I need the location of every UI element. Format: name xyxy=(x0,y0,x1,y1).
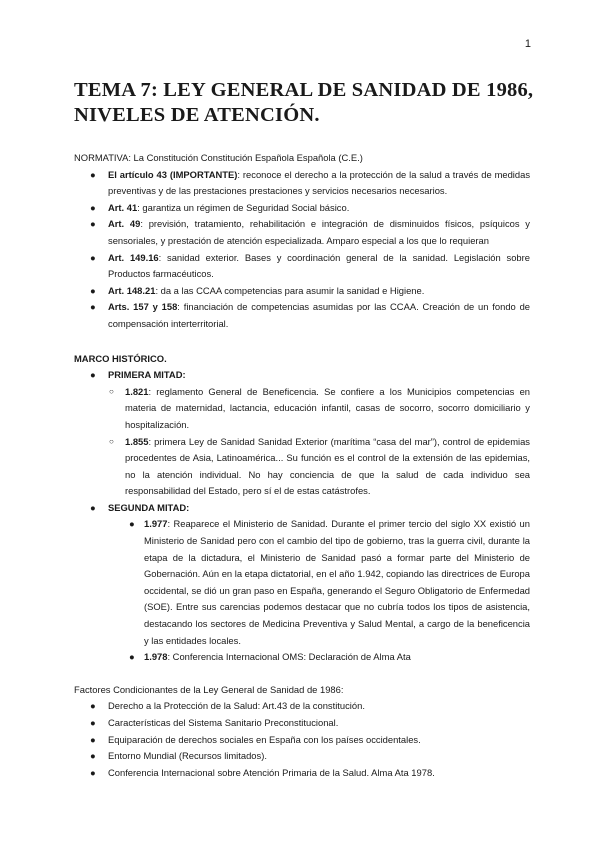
list-item xyxy=(74,434,530,500)
list-item xyxy=(74,283,530,300)
list-item xyxy=(74,516,530,649)
marco-list-2 xyxy=(74,500,530,517)
normativa-list xyxy=(74,167,530,333)
list-item xyxy=(74,200,530,217)
item-text: : garantiza un régimen de Seguridad Social básico. xyxy=(137,201,350,213)
item-label: Arts. 157 y 158 xyxy=(108,301,178,313)
primera-mitad-item xyxy=(74,367,530,384)
bullet-icon: ● xyxy=(90,251,96,263)
list-item xyxy=(74,167,530,200)
normativa-heading: NORMATIVA: La Constitución Constitución Española Española (C.E.) xyxy=(74,152,363,163)
item-text: : da a las CCAA competencias para asumir la sanidad e Higiene. xyxy=(155,284,425,296)
item-label: Art. 41 xyxy=(108,201,138,213)
list-item xyxy=(74,715,530,732)
bullet-icon: ● xyxy=(90,766,96,778)
item-label: Art. 149.16 xyxy=(108,251,159,263)
title-line-2: NIVELES DE ATENCIÓN. xyxy=(74,104,320,126)
circle-bullet-icon: ○ xyxy=(109,386,114,396)
page-title xyxy=(74,78,534,128)
item-label: Art. 49 xyxy=(108,218,141,230)
item-label: 1.821 xyxy=(125,385,149,397)
list-item xyxy=(74,765,530,782)
segunda-mitad-list xyxy=(74,516,530,665)
list-item xyxy=(74,250,530,283)
item-text: Equiparación de derechos sociales en España con los países occidentales. xyxy=(108,733,421,745)
bullet-icon: ● xyxy=(129,651,135,663)
marco-list xyxy=(74,367,530,384)
bullet-icon: ● xyxy=(90,301,96,313)
bullet-icon: ● xyxy=(90,201,96,213)
primera-mitad-label: PRIMERA MITAD: xyxy=(108,369,186,381)
list-item xyxy=(74,649,530,666)
list-item xyxy=(74,384,530,434)
item-text: Características del Sistema Sanitario Preconstitucional. xyxy=(108,717,339,728)
primera-mitad-list xyxy=(74,384,530,500)
item-label: Art. 148.21 xyxy=(108,284,156,296)
document-body xyxy=(74,150,530,781)
item-text: : reconoce el derecho a la protección de la salud a través de medidas preventivas y de las prestaciones prestaciones y servicios necesarios necesarios. xyxy=(108,168,531,197)
list-item xyxy=(74,732,530,749)
list-item xyxy=(74,216,530,249)
list-item xyxy=(74,748,530,765)
item-text: Conferencia Internacional sobre Atención Primaria de la Salud. Alma Ata 1978. xyxy=(108,766,435,778)
page-number: 1 xyxy=(524,38,531,50)
item-label: 1.977 xyxy=(144,518,168,530)
item-label: El artículo 43 xyxy=(108,168,167,180)
item-text: : Conferencia Internacional OMS: Declaración de Alma Ata xyxy=(167,651,411,663)
circle-bullet-icon: ○ xyxy=(109,436,114,446)
item-text: Entorno Mundial (Recursos limitados). xyxy=(108,750,267,762)
bullet-icon: ● xyxy=(90,501,96,513)
list-item xyxy=(74,698,530,715)
bullet-icon: ● xyxy=(90,700,96,712)
bullet-icon: ● xyxy=(90,733,96,745)
bullet-icon: ● xyxy=(90,168,96,180)
item-text: : primera Ley de Sanidad Sanidad Exterior (marítima “casa del mar”), control de epidemias procedentes de Asia, Latinoamérica... Su función es el control de la extensión de las epidemias, no la atención individual. No hay conciencia de que la salud de cada individuo sea responsabilidad del Estado, pero sí el de estas catástrofes. xyxy=(125,435,530,497)
bullet-icon: ● xyxy=(90,218,96,230)
item-extra: (IMPORTANTE) xyxy=(169,168,238,180)
item-text: : reglamento General de Beneficencia. Se confiere a los Municipios competencias en materia de maternidad, lactancia, educación infantil, casas de socorro, socorro domiciliario y hospitalización. xyxy=(125,385,530,430)
item-label: 1.855 xyxy=(125,435,149,447)
item-text: : Reaparece el Ministerio de Sanidad. Durante el primer tercio del siglo XX existió un Ministerio de Sanidad pero con el cambio del tipo de gobierno, tras la guerra civil, durante la etapa de la dictadura, el Ministerio de Sanidad pasó a formar parte del Ministerio de Gobernación. Aún en la etapa dictatorial, en el año 1.942, copiando las directrices de Europa occidental, se dió un gran paso en España, generando el Seguro Obligatorio de Enfermedad (SOE). Entre sus carencias podemos destacar que no cubría todos los tipos de asistencia, destacando los sectores de Medicina Preventiva y Salud Mental, a cargo de la beneficencia y las entidades locales. xyxy=(144,518,530,646)
list-item xyxy=(74,299,530,332)
bullet-icon: ● xyxy=(90,750,96,762)
segunda-mitad-item xyxy=(74,500,530,517)
marco-heading: MARCO HISTÓRICO. xyxy=(74,352,167,364)
bullet-icon: ● xyxy=(90,284,96,296)
factores-list xyxy=(74,698,530,781)
bullet-icon: ● xyxy=(90,717,96,728)
item-text: : previsión, tratamiento, rehabilitación e integración de disminuidos físicos, psíquicos y sensoriales, y prestación de atención especializada. Amparo especial a los que lo requieran xyxy=(108,218,530,246)
bullet-icon: ● xyxy=(129,518,135,530)
segunda-mitad-label: SEGUNDA MITAD: xyxy=(108,501,190,513)
item-text: Derecho a la Protección de la Salud: Art.43 de la constitución. xyxy=(108,700,365,712)
item-label: 1.978 xyxy=(144,651,168,663)
item-text: : financiación de competencias asumidas por las CCAA. Creación de un fondo de compensación interterritorial. xyxy=(108,301,530,329)
title-line-1: TEMA 7: LEY GENERAL DE SANIDAD DE 1986, xyxy=(74,79,534,101)
bullet-icon: ● xyxy=(90,369,96,381)
item-text: : sanidad exterior. Bases y coordinación general de la sanidad. Legislación sobre Productos farmacéuticos. xyxy=(108,251,530,280)
factores-heading: Factores Condicionantes de la Ley General de Sanidad de 1986: xyxy=(74,683,344,695)
